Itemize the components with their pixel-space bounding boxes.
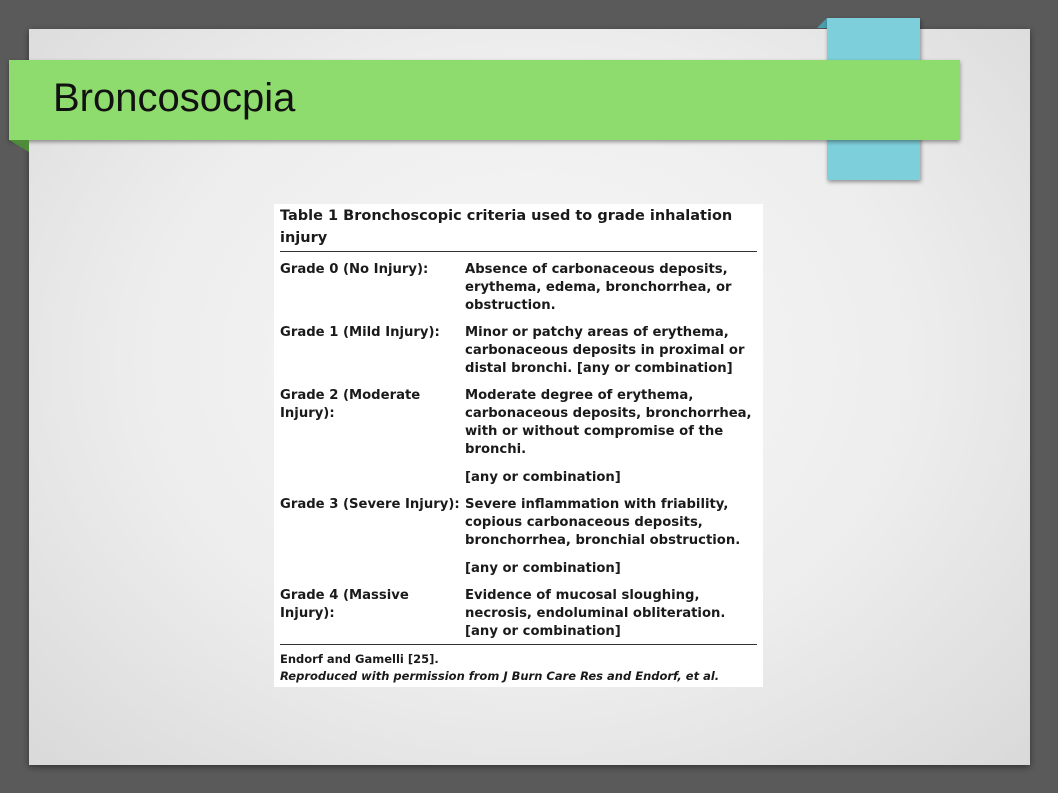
table-row-note <box>280 550 757 578</box>
grade-label: Grade 2 (Moderate Injury): <box>280 388 421 421</box>
table-row <box>280 252 757 315</box>
criteria-table <box>274 204 763 687</box>
grade-description: Minor or patchy areas of erythema, carbonaceous deposits in proximal or distal bronchi. [any or combination] <box>465 325 745 376</box>
grade-label: Grade 3 (Severe Injury): <box>280 497 460 512</box>
table-source: Endorf and Gamelli [25]. <box>280 652 439 666</box>
table-footer <box>280 644 757 685</box>
grade-note: [any or combination] <box>465 561 621 576</box>
table-row <box>280 378 757 459</box>
blue-tab-fold <box>817 18 827 28</box>
grade-description: Absence of carbonaceous deposits, erythema, edema, bronchorrhea, or obstruction. <box>465 262 732 313</box>
table-permission: Reproduced with permission from J Burn Care Res and Endorf, et al. <box>280 669 720 683</box>
table-caption: Table 1 Bronchoscopic criteria used to grade inhalation injury <box>280 204 757 252</box>
grade-label: Grade 4 (Massive Injury): <box>280 588 409 621</box>
grade-description: Severe inflammation with friability, copious carbonaceous deposits, bronchorrhea, bronchial obstruction. <box>465 497 741 548</box>
slide-title: Broncosocpia <box>53 76 296 120</box>
table-row <box>280 315 757 378</box>
grade-description: Moderate degree of erythema, carbonaceous deposits, bronchorrhea, with or without compromise of the bronchi. <box>465 388 752 457</box>
grade-description: Evidence of mucosal sloughing, necrosis, endoluminal obliteration. [any or combination] <box>465 588 726 639</box>
grade-label: Grade 1 (Mild Injury): <box>280 325 440 340</box>
grade-label: Grade 0 (No Injury): <box>280 262 429 277</box>
table-row <box>280 487 757 550</box>
table-row <box>280 578 757 641</box>
grade-note: [any or combination] <box>465 470 621 485</box>
table-row-note <box>280 459 757 487</box>
title-bar-fold <box>9 140 29 152</box>
